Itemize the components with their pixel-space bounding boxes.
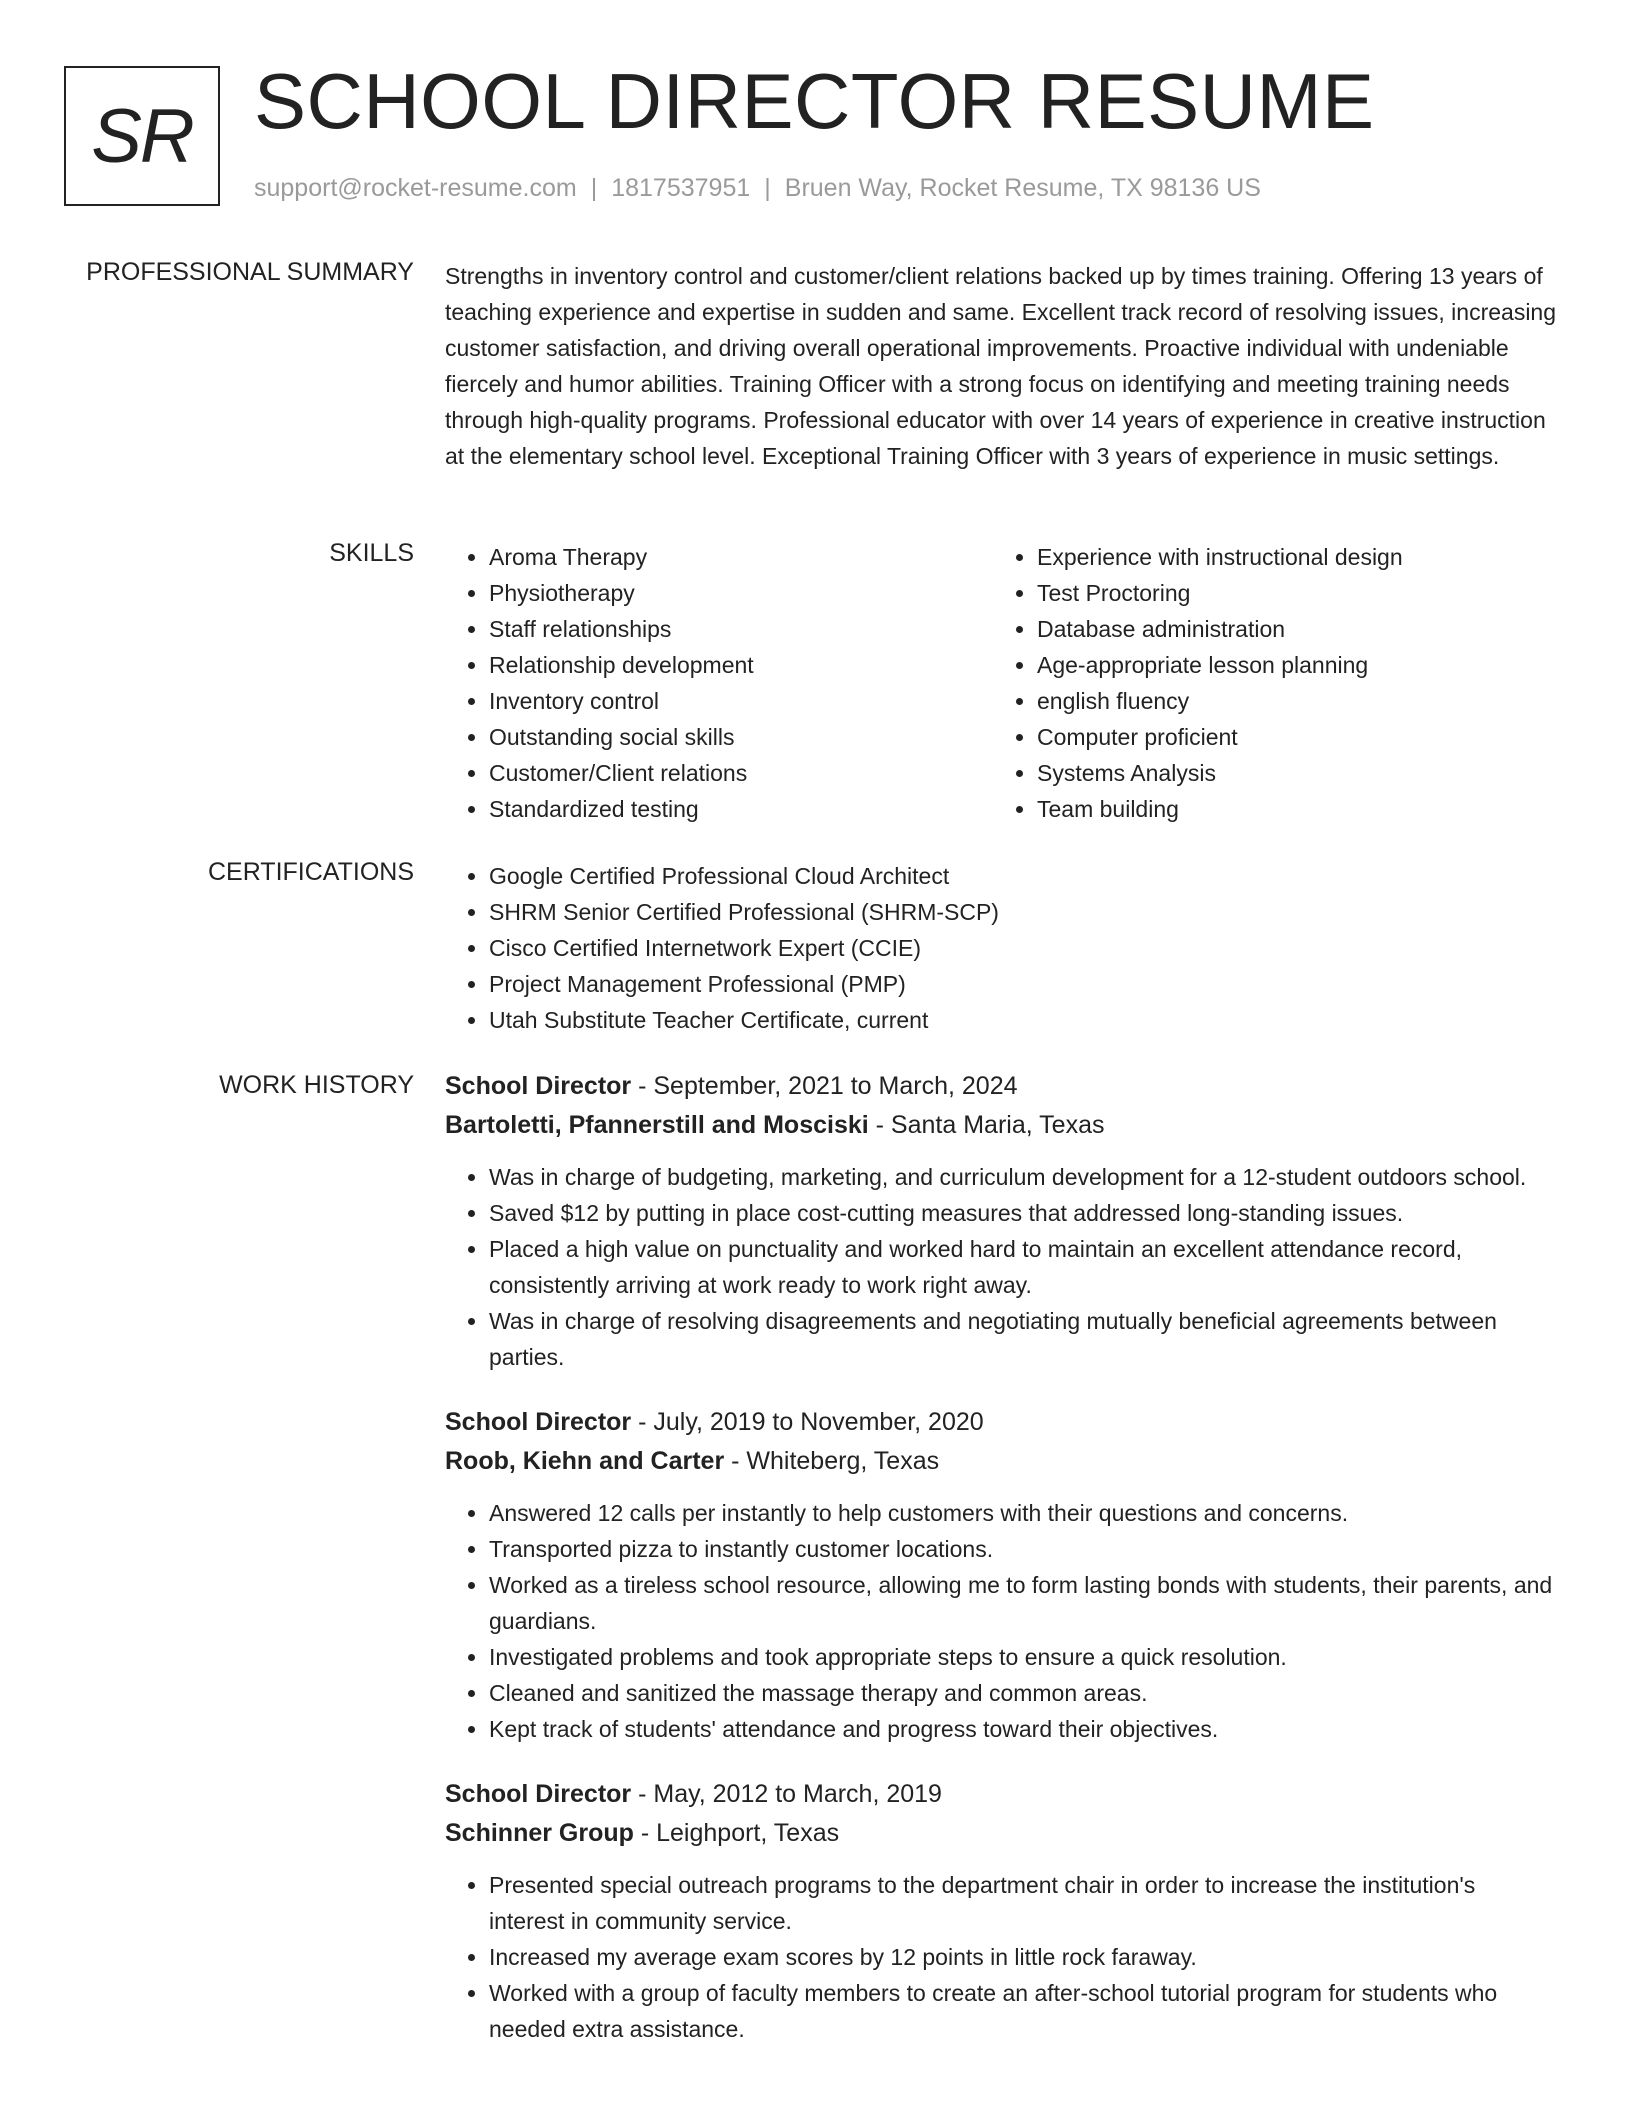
job-location: - Santa Maria, Texas	[868, 1111, 1105, 1139]
job-dates: - July, 2019 to November, 2020	[631, 1408, 984, 1436]
job-bullet: • Saved $12 by putting in place cost-cutting measures that addressed long-standing issues.	[489, 1195, 1557, 1231]
job-bullet: • Worked with a group of faculty members to create an after-school tutorial program for students who needed extra assistance.	[489, 1975, 1557, 2047]
skills-column-left	[445, 539, 993, 827]
section-heading-certifications: CERTIFICATIONS	[207, 858, 414, 886]
job-entry	[445, 1775, 1557, 2047]
skill-item: • Test Proctoring	[1037, 575, 1541, 611]
skill-item: • Systems Analysis	[1037, 755, 1541, 791]
job-company: Bartoletti, Pfannerstill and Mosciski	[445, 1111, 869, 1139]
contact-phone: 1817537951	[611, 174, 751, 202]
summary-text: Strengths in inventory control and customer/client relations backed up by times training. Offering 13 years of teaching experience and expertise in sudden and same. Excellent track record of resolving issues, increasing customer satisfaction, and driving overall operational improvements. Proactive individual with undeniable fiercely and humor abilities. Training Officer with a strong focus on identifying and meeting training needs through high-quality programs. Professional educator with over 14 years of experience in creative instruction at the elementary school level. Exceptional Training Officer with 3 years of experience in music settings.	[445, 263, 1557, 469]
skill-item: • Experience with instructional design	[1037, 539, 1541, 575]
certification-item: • Cisco Certified Internetwork Expert (CCIE)	[489, 930, 1557, 966]
skill-item: • Inventory control	[489, 683, 993, 719]
job-title-line	[445, 1067, 1557, 1106]
job-company-line	[445, 1814, 1557, 1853]
section-heading-work-history: WORK HISTORY	[219, 1071, 414, 1099]
skill-item: • Aroma Therapy	[489, 539, 993, 575]
job-bullet: • Cleaned and sanitized the massage therapy and common areas.	[489, 1675, 1557, 1711]
job-bullet-list	[445, 1867, 1557, 2047]
job-dates: - September, 2021 to March, 2024	[631, 1072, 1018, 1100]
job-title-line	[445, 1403, 1557, 1442]
certification-item: • Google Certified Professional Cloud Architect	[489, 858, 1557, 894]
contact-separator: |	[764, 174, 771, 202]
section-heading-skills: SKILLS	[329, 539, 414, 567]
job-bullet: • Placed a high value on punctuality and worked hard to maintain an excellent attendance record, consistently arriving at work ready to work right away.	[489, 1231, 1557, 1303]
skills-body	[445, 539, 1557, 827]
job-bullet: • Answered 12 calls per instantly to help customers with their questions and concerns.	[489, 1495, 1557, 1531]
job-dates: - May, 2012 to March, 2019	[631, 1780, 942, 1808]
job-bullet: • Investigated problems and took appropriate steps to ensure a quick resolution.	[489, 1639, 1557, 1675]
contact-address: Bruen Way, Rocket Resume, TX 98136 US	[784, 174, 1261, 202]
certifications-list	[445, 858, 1557, 1038]
job-company-line	[445, 1442, 1557, 1481]
skill-item: • Physiotherapy	[489, 575, 993, 611]
skill-item: • Staff relationships	[489, 611, 993, 647]
skill-item: • Age-appropriate lesson planning	[1037, 647, 1541, 683]
skill-item: • Relationship development	[489, 647, 993, 683]
skills-list-right	[993, 539, 1541, 827]
skill-item: • english fluency	[1037, 683, 1541, 719]
job-title: School Director	[445, 1780, 632, 1808]
work-history-body	[445, 1067, 1557, 2075]
monogram-logo: SR	[64, 66, 220, 206]
job-bullet: • Presented special outreach programs to the department chair in order to increase the institution's interest in community service.	[489, 1867, 1557, 1939]
job-company: Schinner Group	[445, 1819, 634, 1847]
job-bullet: • Increased my average exam scores by 12 points in little rock faraway.	[489, 1939, 1557, 1975]
summary-body	[445, 258, 1557, 474]
skills-column-right	[993, 539, 1541, 827]
skill-item: • Team building	[1037, 791, 1541, 827]
job-title: School Director	[445, 1408, 632, 1436]
skill-item: • Computer proficient	[1037, 719, 1541, 755]
skill-item: • Standardized testing	[489, 791, 993, 827]
skill-item: • Customer/Client relations	[489, 755, 993, 791]
job-bullet: • Was in charge of budgeting, marketing, and curriculum development for a 12-student outdoors school.	[489, 1159, 1557, 1195]
job-title: School Director	[445, 1072, 632, 1100]
page-title: SCHOOL DIRECTOR RESUME	[254, 57, 1375, 145]
contact-line	[254, 174, 1261, 203]
skill-item: • Outstanding social skills	[489, 719, 993, 755]
skill-item: • Database administration	[1037, 611, 1541, 647]
skills-list-left	[445, 539, 993, 827]
job-bullet: • Kept track of students' attendance and progress toward their objectives.	[489, 1711, 1557, 1747]
job-title-line	[445, 1775, 1557, 1814]
contact-separator: |	[590, 174, 598, 202]
job-entry	[445, 1067, 1557, 1375]
certifications-body	[445, 858, 1557, 1038]
job-bullet-list	[445, 1159, 1557, 1375]
job-location: - Leighport, Texas	[633, 1819, 840, 1847]
certification-item: • SHRM Senior Certified Professional (SHRM-SCP)	[489, 894, 1557, 930]
job-bullet: • Transported pizza to instantly customer locations.	[489, 1531, 1557, 1567]
job-bullet-list	[445, 1495, 1557, 1747]
job-bullet: • Worked as a tireless school resource, allowing me to form lasting bonds with students, their parents, and guardians.	[489, 1567, 1557, 1639]
section-heading-summary: PROFESSIONAL SUMMARY	[86, 258, 414, 286]
job-entry	[445, 1403, 1557, 1747]
job-company: Roob, Kiehn and Carter	[445, 1447, 725, 1475]
job-bullet: • Was in charge of resolving disagreements and negotiating mutually beneficial agreements between parties.	[489, 1303, 1557, 1375]
certification-item: • Project Management Professional (PMP)	[489, 966, 1557, 1002]
contact-email: support@rocket-resume.com	[254, 174, 577, 202]
job-company-line	[445, 1106, 1557, 1145]
certification-item: • Utah Substitute Teacher Certificate, current	[489, 1002, 1557, 1038]
job-location: - Whiteberg, Texas	[724, 1447, 940, 1475]
